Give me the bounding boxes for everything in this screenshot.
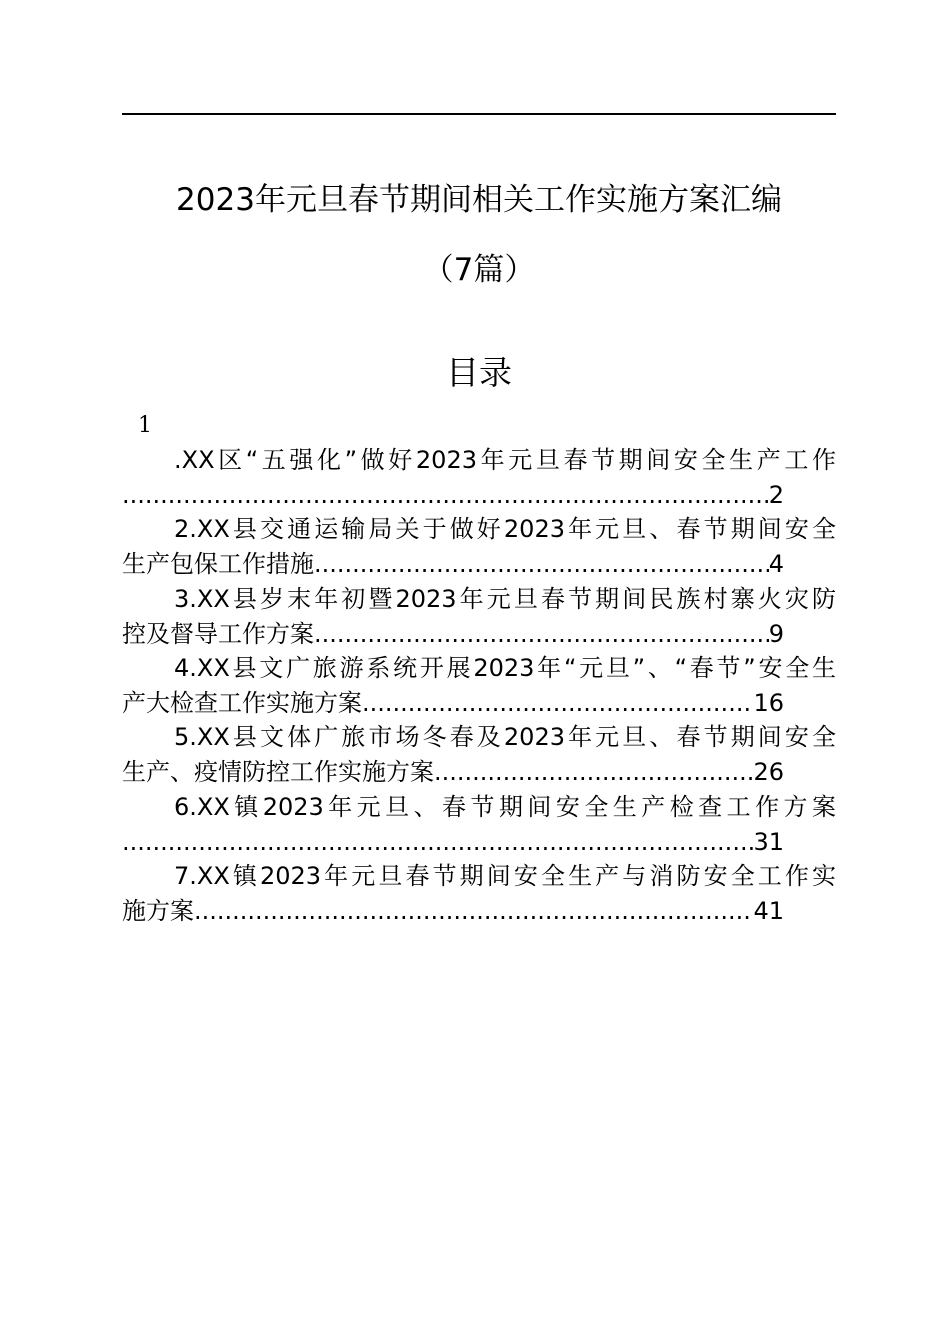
toc-entry-3-dots xyxy=(314,617,769,651)
toc-entry-4-title[interactable]: 4.XX县文广旅游系统开展2023年“元旦”、“春节”安全生 xyxy=(174,654,836,682)
toc-entry-5-leader[interactable] xyxy=(122,755,836,789)
toc-entry-7-title-cont: 施方案 xyxy=(122,897,194,925)
toc-entry-3-title[interactable]: 3.XX县岁末年初暨2023年元旦春节期间民族村寨火灾防 xyxy=(174,585,836,613)
document-title: 2023年元旦春节期间相关工作实施方案汇编 xyxy=(176,182,782,218)
toc-entry-3-title-cont: 控及督导工作方案 xyxy=(122,620,314,648)
toc-entry-5-title[interactable]: 5.XX县文体广旅市场冬春及2023年元旦、春节期间安全 xyxy=(174,723,836,751)
toc-heading: 目录 xyxy=(446,353,512,392)
toc-entry-2-title-cont: 生产包保工作措施 xyxy=(122,550,314,578)
toc-entry-6-title[interactable]: 6.XX镇2023年元旦、春节期间安全生产检查工作方案 xyxy=(174,793,836,821)
toc-entry-3-leader[interactable] xyxy=(122,617,836,651)
toc-entry-5-dots xyxy=(434,755,753,789)
toc-entry-7-dots xyxy=(194,894,753,928)
toc-entry-7-title[interactable]: 7.XX镇2023年元旦春节期间安全生产与消防安全工作实 xyxy=(174,862,836,890)
toc-entry-4-title-cont: 产大检查工作实施方案 xyxy=(122,689,362,717)
toc-stray-number: 1 xyxy=(138,413,152,438)
toc-entry-4-page: 16 xyxy=(753,689,784,717)
toc-entry-2-title[interactable]: 2.XX县交通运输局关于做好2023年元旦、春节期间安全 xyxy=(174,515,836,543)
document-subtitle: （7篇） xyxy=(422,252,536,288)
header-rule xyxy=(122,113,836,115)
toc-entry-1-dots xyxy=(122,478,769,512)
toc-entry-2-leader[interactable] xyxy=(122,547,836,581)
toc-entry-2-page: 4 xyxy=(768,550,784,578)
toc-entry-4-leader[interactable] xyxy=(122,686,836,720)
toc-entry-7-page: 41 xyxy=(753,897,784,925)
toc-entry-2-dots xyxy=(314,547,769,581)
toc-entry-6-leader[interactable] xyxy=(122,825,836,859)
toc-entry-3-page: 9 xyxy=(768,620,784,648)
toc-entry-1-leader[interactable] xyxy=(122,478,836,512)
toc-entry-6-dots xyxy=(122,825,753,859)
toc-entry-4-dots xyxy=(362,686,753,720)
toc-entry-1-title[interactable]: .XX区“五强化”做好2023年元旦春节期间安全生产工作 xyxy=(174,446,836,474)
toc-entry-5-page: 26 xyxy=(753,758,784,786)
toc-entry-1-page: 2 xyxy=(768,481,784,509)
toc-entry-6-page: 31 xyxy=(753,828,784,856)
toc-entry-7-leader[interactable] xyxy=(122,894,836,928)
toc-entry-5-title-cont: 生产、疫情防控工作实施方案 xyxy=(122,758,434,786)
